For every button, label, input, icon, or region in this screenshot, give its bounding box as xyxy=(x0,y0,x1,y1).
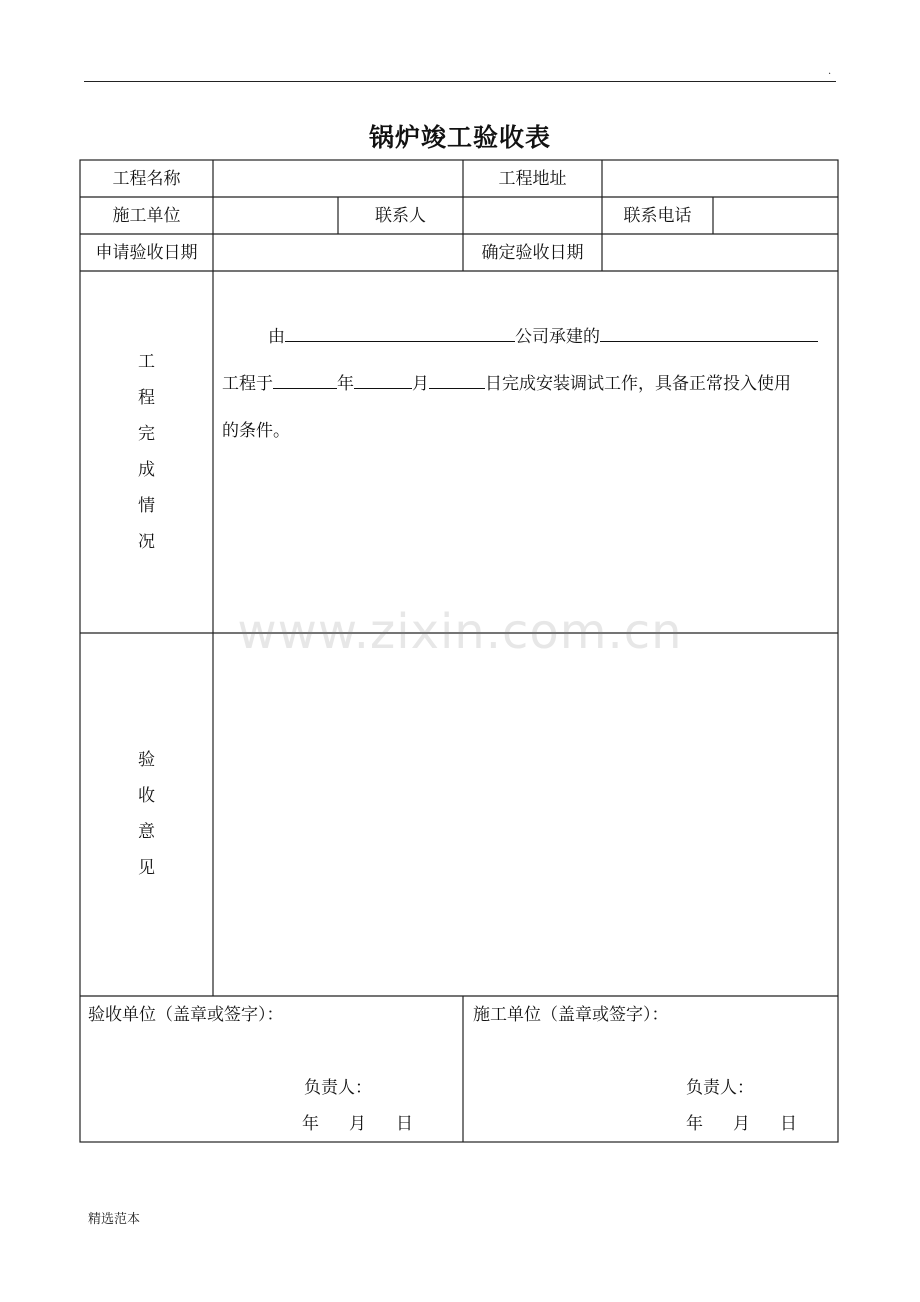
contractor-field[interactable] xyxy=(213,197,338,234)
apply-date-label: 申请验收日期 xyxy=(95,243,198,263)
page-title: 锅炉竣工验收表 xyxy=(368,123,551,152)
company-blank[interactable] xyxy=(285,323,515,342)
project-blank[interactable] xyxy=(600,323,818,342)
day-text: 日 xyxy=(396,1114,413,1134)
completion-label xyxy=(80,344,213,560)
text-month: 月 xyxy=(412,374,429,394)
project-address-label: 工程地址 xyxy=(498,169,567,189)
footer-text: 精选范本 xyxy=(88,1212,141,1227)
year-text: 年 xyxy=(302,1114,319,1134)
acceptance-responsible-label: 负责人： xyxy=(304,1078,372,1098)
confirm-date-field[interactable] xyxy=(602,234,838,271)
text-completed: 日完成安装调试工作，具备正常投入使用 xyxy=(485,374,791,394)
completion-label-char: 成 xyxy=(138,460,155,480)
completion-line-3: 的条件。 xyxy=(222,421,290,441)
project-name-label: 工程名称 xyxy=(112,169,181,189)
acceptance-label-char: 验 xyxy=(138,750,155,770)
completion-label-char: 情 xyxy=(138,496,155,516)
month-blank[interactable] xyxy=(354,370,412,389)
completion-line-2 xyxy=(222,369,791,394)
text-project-at: 工程于 xyxy=(222,374,273,394)
contact-person-field[interactable] xyxy=(463,197,602,234)
month-text: 月 xyxy=(349,1114,366,1134)
apply-date-field[interactable] xyxy=(213,234,463,271)
completion-label-char: 况 xyxy=(138,532,155,552)
acceptance-unit-heading: 验收单位（盖章或签字）： xyxy=(88,1005,284,1025)
completion-line-1 xyxy=(268,322,818,347)
month-text: 月 xyxy=(733,1114,750,1134)
contact-phone-label: 联系电话 xyxy=(623,206,692,226)
text-year: 年 xyxy=(337,374,354,394)
acceptance-label-char: 意 xyxy=(138,822,155,842)
acceptance-label-char: 收 xyxy=(138,786,155,806)
project-address-field[interactable] xyxy=(602,160,838,197)
year-blank[interactable] xyxy=(273,370,337,389)
day-text: 日 xyxy=(780,1114,797,1134)
acceptance-opinion-field[interactable] xyxy=(214,634,837,995)
contractor-date-line xyxy=(686,1114,806,1134)
watermark: www.zixin.com.cn xyxy=(237,604,683,660)
text-by: 由 xyxy=(268,327,285,347)
completion-label-char: 工 xyxy=(138,352,155,372)
day-blank[interactable] xyxy=(429,370,485,389)
contractor-label: 施工单位 xyxy=(112,206,181,226)
contact-phone-field[interactable] xyxy=(713,197,838,234)
acceptance-date-line xyxy=(302,1114,422,1134)
header-mark: . xyxy=(828,66,832,77)
acceptance-label xyxy=(80,742,213,886)
confirm-date-label: 确定验收日期 xyxy=(481,243,584,263)
acceptance-label-char: 见 xyxy=(138,858,155,878)
completion-label-char: 程 xyxy=(138,388,155,408)
project-name-field[interactable] xyxy=(213,160,463,197)
completion-label-char: 完 xyxy=(138,424,155,444)
contractor-unit-heading: 施工单位（盖章或签字）： xyxy=(473,1005,669,1025)
contact-person-label: 联系人 xyxy=(375,206,426,226)
contractor-responsible-label: 负责人： xyxy=(686,1078,754,1098)
text-company-built: 公司承建的 xyxy=(515,327,600,347)
year-text: 年 xyxy=(686,1114,703,1134)
